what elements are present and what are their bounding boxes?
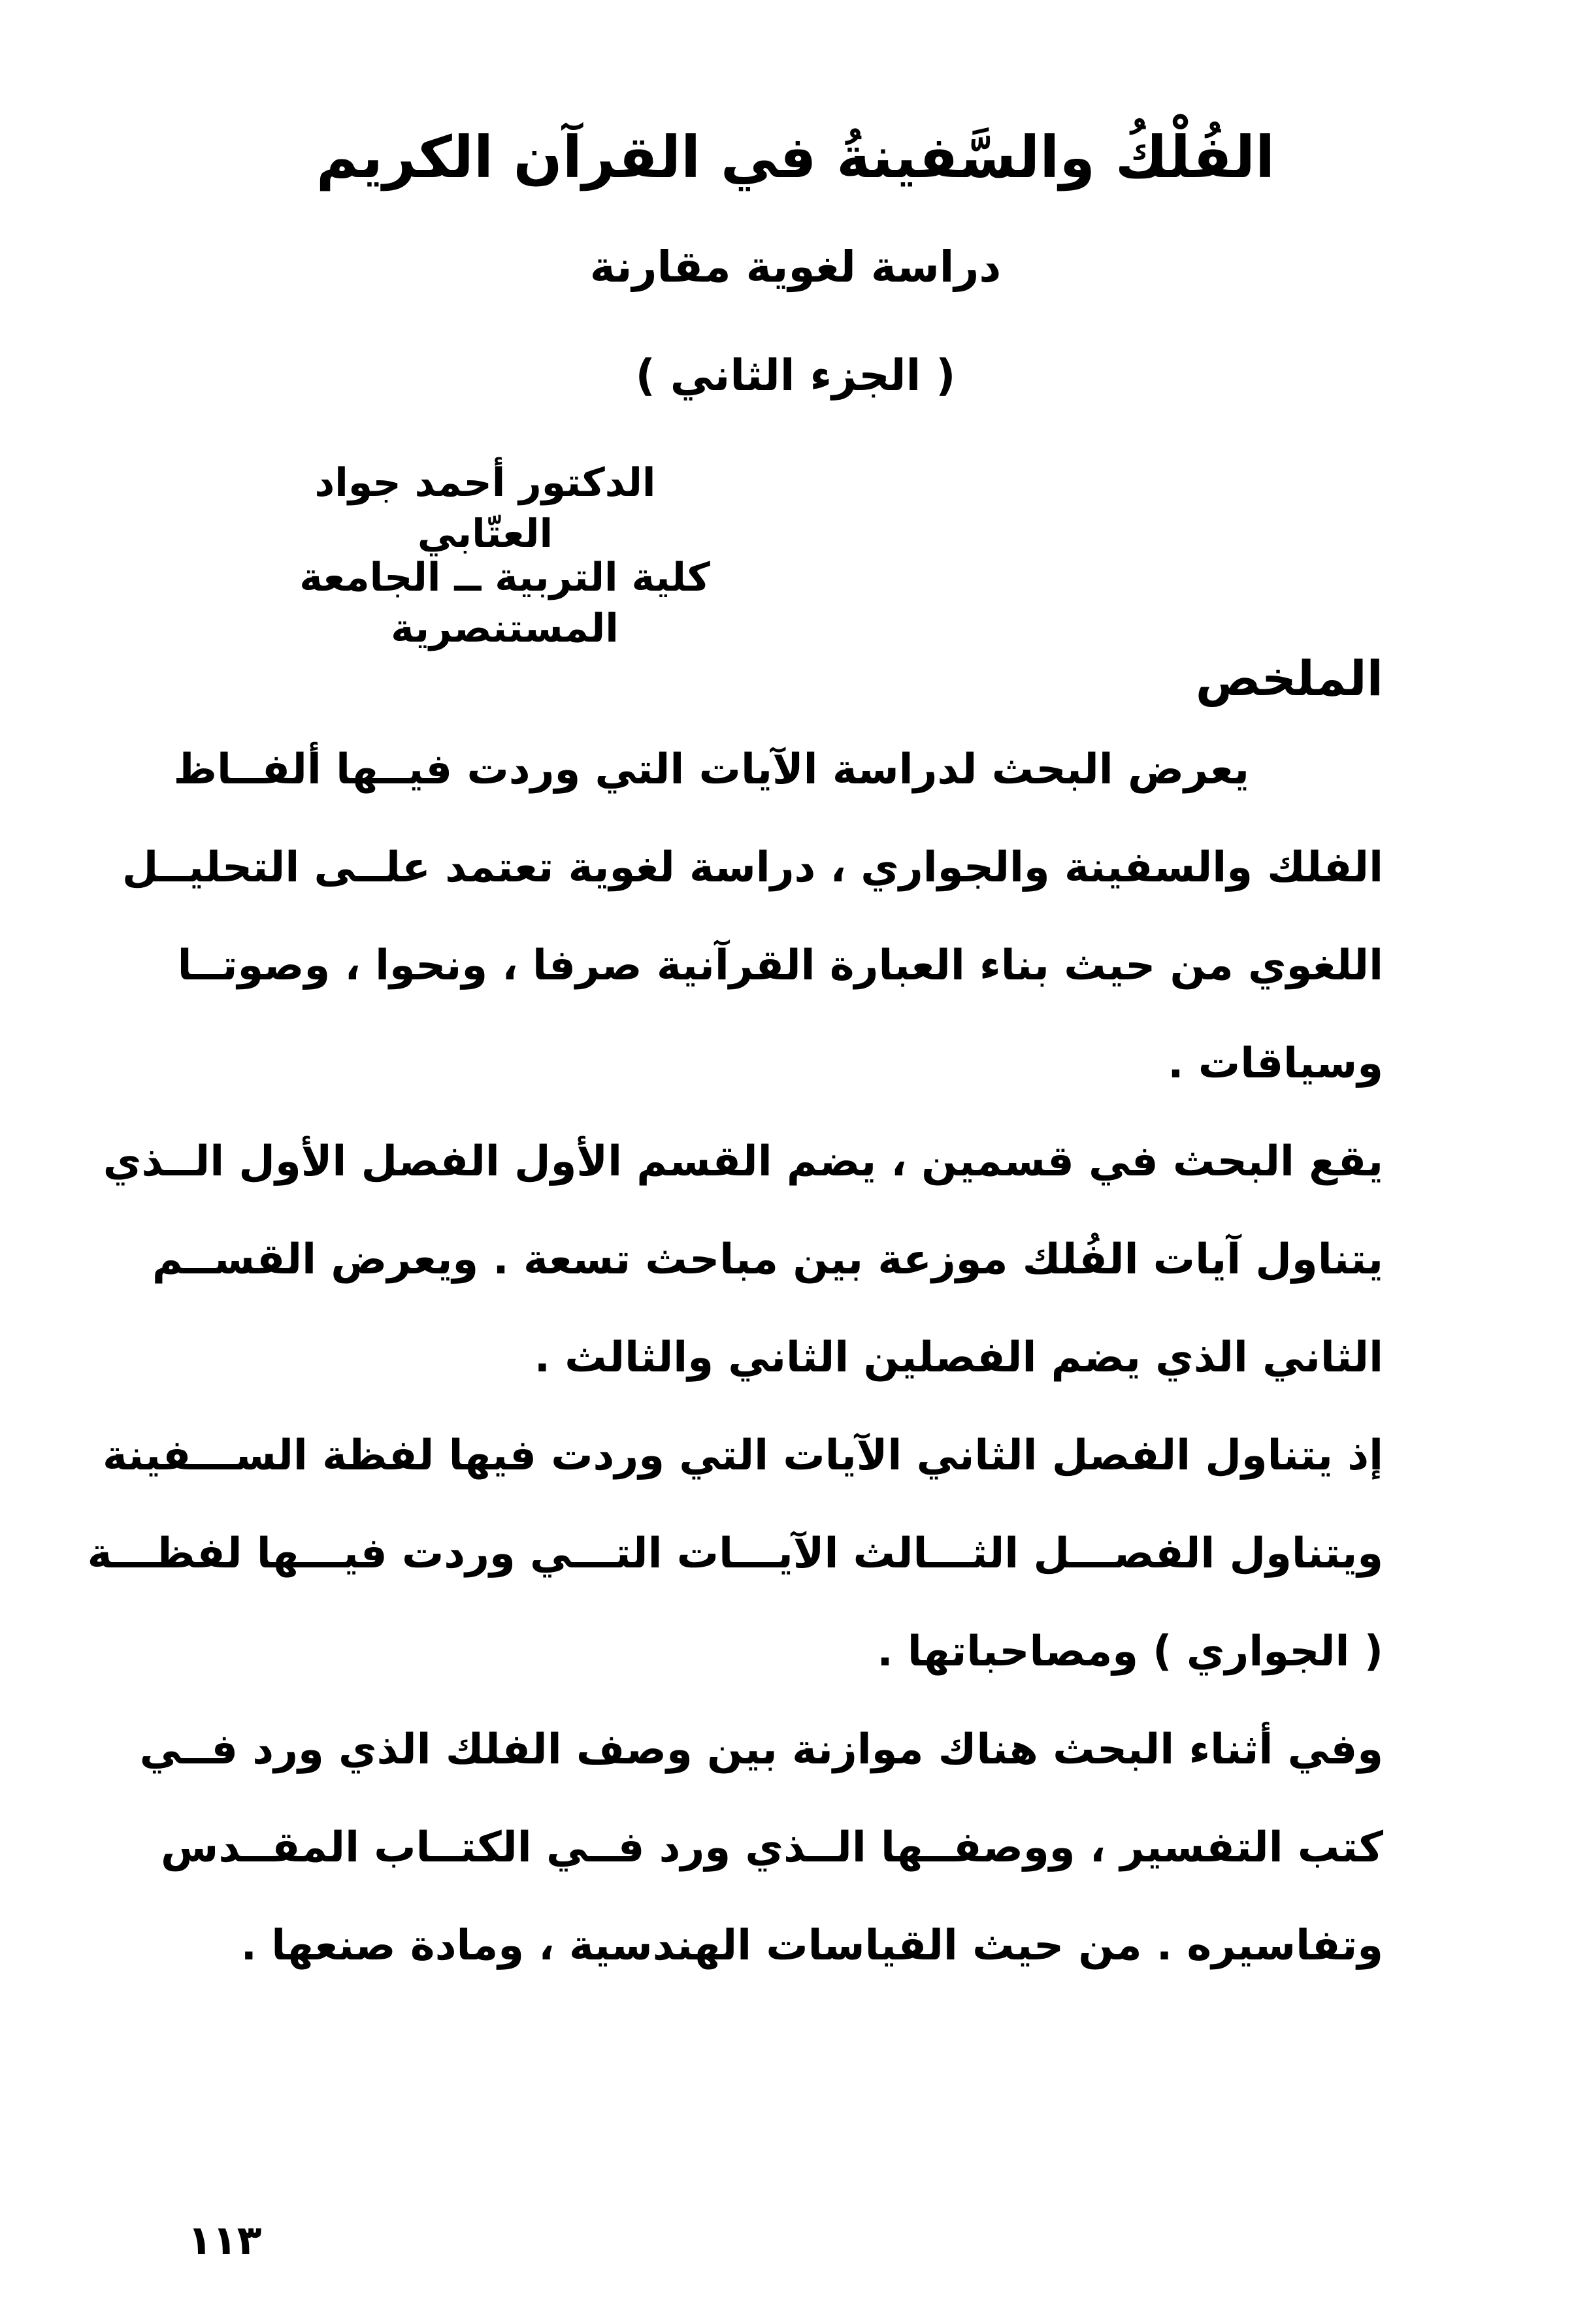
- text-line: ويتناول الفصـــل الثـــالث الآيـــات التـــي وردت فيـــها لفظـــة: [87, 1530, 1383, 1578]
- text-line: وسياقات .: [1168, 1039, 1383, 1088]
- affiliation: كلية التربية ــ الجامعة المستنصرية: [299, 555, 710, 651]
- text-line: الفلك والسفينة والجواري ، دراسة لغوية تعتمد علــى التحليــل: [122, 843, 1383, 892]
- paragraph-4: [139, 1701, 1383, 1995]
- text-line: يعرض البحث لدراسة الآيات التي وردت فيــها ألفــاظ: [173, 745, 1249, 794]
- part-label: ( الجزء الثاني ): [635, 350, 956, 401]
- text-line: الثاني الذي يضم الفصلين الثاني والثالث .: [534, 1334, 1383, 1382]
- text-line: كتب التفسير ، ووصفــها الــذي ورد فــي الكتــاب المقــدس: [161, 1824, 1383, 1872]
- text-line: وفي أثناء البحث هناك موازنة بين وصف الفلك الذي ورد فــي: [139, 1726, 1383, 1774]
- page-title: الفُلْكُ والسَّفينةُ في القرآن الكريم: [316, 123, 1275, 191]
- text-line: إذ يتناول الفصل الثاني الآيات التي وردت فيها لفظة الســـفينة: [102, 1432, 1383, 1480]
- text-line: ( الجواري ) ومصاحباتها .: [877, 1628, 1383, 1676]
- page-number: ١١٣: [188, 2216, 262, 2264]
- paragraph-3: [87, 1407, 1383, 1701]
- text-line: وتفاسيره . من حيث القياسات الهندسية ، ومادة صنعها .: [240, 1922, 1383, 1970]
- text-line: اللغوي من حيث بناء العبارة القرآنية صرفا ، ونحوا ، وصوتــا: [177, 941, 1383, 990]
- author-name: الدكتور أحمد جواد العتّابي: [314, 460, 656, 557]
- paragraph-2: [103, 1113, 1383, 1407]
- text-line: يتناول آيات الفُلك موزعة بين مباحث تسعة . ويعرض القســم: [152, 1236, 1383, 1284]
- subtitle: دراسة لغوية مقارنة: [589, 242, 1002, 292]
- abstract-heading: الملخص: [1195, 651, 1383, 707]
- abstract-body: [87, 721, 1383, 1995]
- paragraph-1: [122, 721, 1383, 1113]
- text-line: يقع البحث في قسمين ، يضم القسم الأول الفصل الأول الــذي: [103, 1137, 1383, 1186]
